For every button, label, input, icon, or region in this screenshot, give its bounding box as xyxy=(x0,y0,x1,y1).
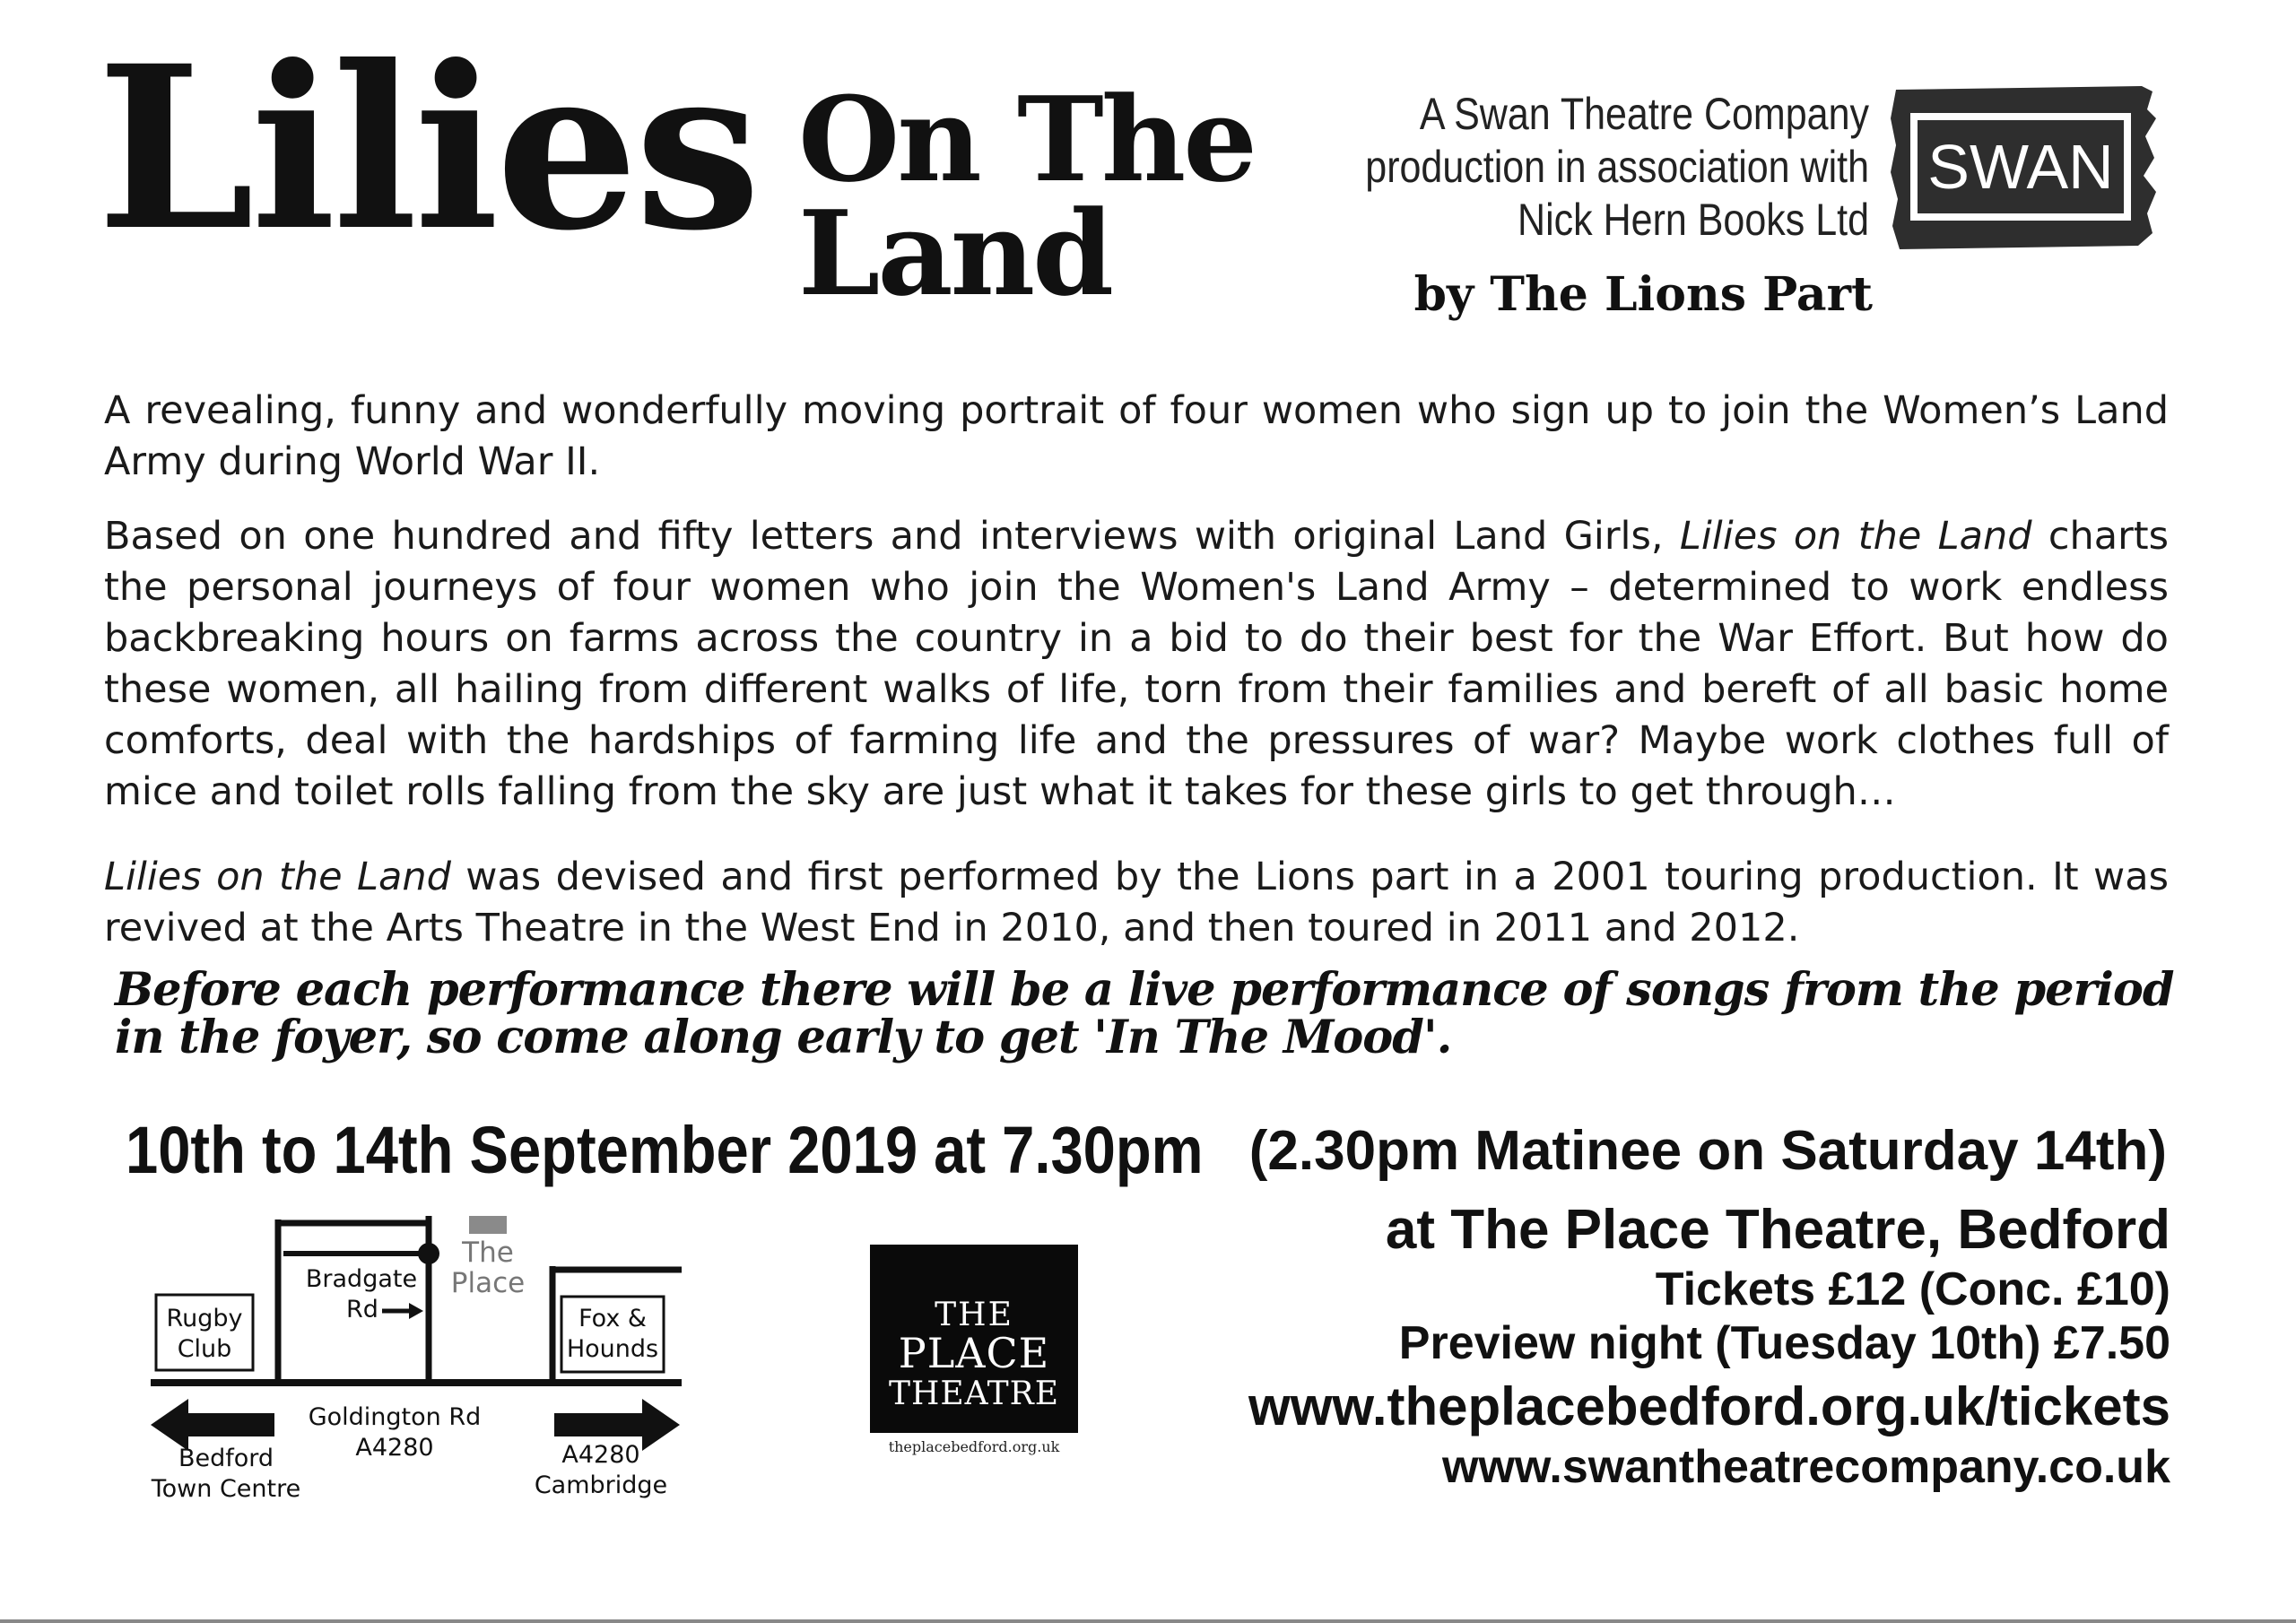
event-dates: 10th to 14th September 2019 at 7.30pm xyxy=(126,1113,1204,1187)
production-credit xyxy=(1062,88,1869,247)
description-paragraph-2 xyxy=(104,511,2169,818)
map-label-fox-hounds: Fox & Hounds xyxy=(566,1305,659,1363)
description-paragraph-1: A revealing, funny and wonderfully moving portrait of four women who sign up to join the Women’s Land Army during World War II. xyxy=(104,388,2169,484)
title-land: Land xyxy=(798,185,1112,323)
ticket-prices: Tickets £12 (Conc. £10) xyxy=(1655,1263,2170,1315)
production-line-3: Nick Hern Books Ltd xyxy=(1518,195,1869,245)
title-lilies: Lilies xyxy=(97,16,758,280)
map-label-the-place: The Place xyxy=(450,1237,526,1299)
place-logo-line-1: THE xyxy=(935,1297,1013,1333)
place-theatre-logo xyxy=(870,1245,1078,1433)
bottom-divider xyxy=(0,1619,2296,1623)
announcement: Before each performance there will be a live performance of songs from the period in the foyer, so come along early to get 'In The Mood'. xyxy=(115,963,2174,1064)
production-line-2: production in association with xyxy=(1365,142,1869,192)
location-map xyxy=(144,1211,700,1515)
para3-text: was devised and first performed by the Lions part in a 2001 touring production. It was revived at the Arts Theatre in the West End in 2010, and then toured in 2011 and 2012. xyxy=(104,855,2169,950)
website-swan[interactable]: www.swantheatrecompany.co.uk xyxy=(1442,1441,2170,1493)
swan-logo-text: SWAN xyxy=(1927,132,2114,202)
para2-title-italic: Lilies on the Land xyxy=(1679,514,2032,559)
para2-text-a: Based on one hundred and fifty letters and interviews with original Land Girls, xyxy=(104,514,1680,559)
swan-logo xyxy=(1891,82,2160,253)
byline: by The Lions Part xyxy=(1413,267,1873,322)
venue: at The Place Theatre, Bedford xyxy=(1385,1199,2170,1261)
para2-text-b: charts the personal journeys of four women who join the Women's Land Army – determined to work endless backbreaking hours on farms across the country in a bid to do their best for the War Effort. But how do these women, all hailing from different walks of life, torn from their families and bereft of all basic home comforts, deal with the hardships of farming life and the pressures of war? Maybe work clothes full of mice and toilet rolls falling from the sky are just what it takes for these girls to get through… xyxy=(104,514,2170,814)
title-on-the: On The xyxy=(798,71,1255,208)
map-label-cambridge: A4280 Cambridge xyxy=(534,1441,668,1499)
place-logo-line-2: PLACE xyxy=(898,1329,1050,1377)
map-label-rugby-club: Rugby Club xyxy=(166,1305,243,1363)
map-label-bedford: Bedford Town Centre xyxy=(151,1445,301,1503)
preview-night: Preview night (Tuesday 10th) £7.50 xyxy=(1398,1317,2170,1369)
para3-title-italic: Lilies on the Land xyxy=(104,855,451,899)
place-logo-line-3: THEATRE xyxy=(888,1376,1060,1412)
place-theatre-url: theplacebedford.org.uk xyxy=(888,1438,1060,1455)
place-marker xyxy=(469,1216,507,1234)
website-place-tickets[interactable]: www.theplacebedford.org.uk/tickets xyxy=(1248,1376,2170,1436)
map-label-bradgate-rd: Bradgate Rd xyxy=(305,1265,418,1324)
matinee-info: (2.30pm Matinee on Saturday 14th) xyxy=(1248,1120,2167,1182)
description-paragraph-3 xyxy=(104,852,2169,954)
production-line-1: A Swan Theatre Company xyxy=(1419,89,1869,139)
map-label-goldington-rd: Goldington Rd A4280 xyxy=(308,1403,482,1462)
